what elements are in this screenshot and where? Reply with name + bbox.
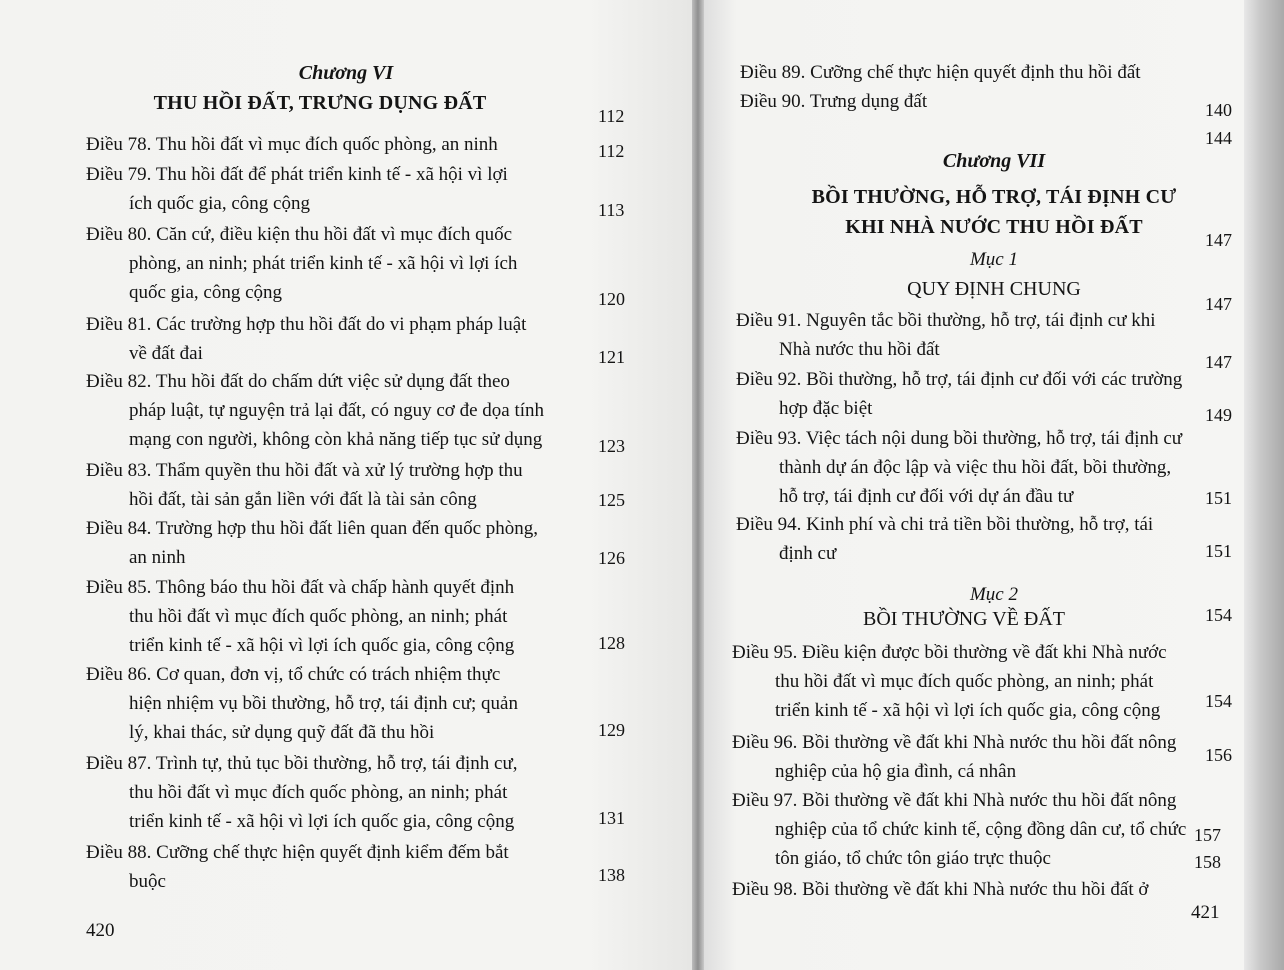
- toc-entry-93: Điều 93. Việc tách nội dung bồi thường, hỗ trợ, tái định cư thành dự án độc lập và việc thu hồi đất, bồi thường, hỗ trợ, tái định cư đối với dự án đầu tư: [736, 428, 1183, 507]
- toc-entry-97: Điều 97. Bồi thường về đất khi Nhà nước thu hồi đất nông nghiệp của tổ chức kinh tế, cộng đồng dân cư, tổ chức tôn giáo, tổ chức tôn giáo trực thuộc: [732, 790, 1187, 869]
- chapter-vii-title-line1: BỒI THƯỜNG, HỖ TRỢ, TÁI ĐỊNH CƯ: [811, 186, 1177, 208]
- toc-entry-82: Điều 82. Thu hồi đất do chấm dứt việc sử dụng đất theo pháp luật, tự nguyện trả lại đất, có nguy cơ đe dọa tính mạng con người, không còn khả năng tiếp tục sử dụng: [86, 371, 545, 450]
- toc-entry-83: Điều 83. Thẩm quyền thu hồi đất và xử lý trường hợp thu hồi đất, tài sản gắn liền với đất là tài sản công: [86, 460, 523, 510]
- chapter-vii-label: Chương VII: [942, 150, 1046, 172]
- section-1-page: 147: [1205, 294, 1232, 314]
- toc-entry-84: Điều 84. Trường hợp thu hồi đất liên quan đến quốc phòng, an ninh: [86, 518, 539, 568]
- toc-entry-80: Điều 80. Căn cứ, điều kiện thu hồi đất vì mục đích quốc phòng, an ninh; phát triển kinh tế - xã hội vì lợi ích quốc gia, công cộng: [86, 224, 518, 303]
- chapter-vi-title: THU HỒI ĐẤT, TRƯNG DỤNG ĐẤT: [153, 92, 487, 114]
- toc-page-95: 154: [1205, 691, 1232, 711]
- toc-entry-81: Điều 81. Các trường hợp thu hồi đất do vi phạm pháp luật về đất đai: [86, 314, 527, 364]
- toc-page-90: 144: [1205, 128, 1232, 148]
- toc-entry-87: Điều 87. Trình tự, thủ tục bồi thường, hỗ trợ, tái định cư, thu hồi đất vì mục đích quốc phòng, an ninh; phát triển kinh tế - xã hội vì lợi ích quốc gia, công cộng: [86, 753, 518, 832]
- right-page: [704, 0, 1244, 970]
- toc-page-85: 128: [598, 633, 625, 653]
- section-1-label: Mục 1: [969, 249, 1018, 270]
- toc-page-94: 151: [1205, 541, 1232, 561]
- section-2-title: BỒI THƯỜNG VỀ ĐẤT: [863, 608, 1065, 630]
- toc-page-96: 156: [1205, 745, 1232, 765]
- toc-entry-78: Điều 78. Thu hồi đất vì mục đích quốc phòng, an ninh: [86, 134, 498, 155]
- toc-entry-85: Điều 85. Thông báo thu hồi đất và chấp hành quyết định thu hồi đất vì mục đích quốc phòng, an ninh; phát triển kinh tế - xã hội vì lợi ích quốc gia, công cộng: [86, 577, 515, 656]
- toc-entry-88: Điều 88. Cưỡng chế thực hiện quyết định kiểm đếm bắt buộc: [86, 842, 509, 892]
- toc-page-86: 129: [598, 720, 625, 740]
- toc-page-88: 138: [598, 865, 625, 885]
- toc-entry-92: Điều 92. Bồi thường, hỗ trợ, tái định cư đối với các trường hợp đặc biệt: [736, 369, 1183, 419]
- chapter-vii-page: 147: [1205, 230, 1232, 250]
- right-page-number: 421: [1191, 902, 1220, 923]
- toc-entry-91: Điều 91. Nguyên tắc bồi thường, hỗ trợ, tái định cư khi Nhà nước thu hồi đất: [736, 310, 1156, 360]
- section-1-title: QUY ĐỊNH CHUNG: [907, 278, 1081, 300]
- toc-page-80: 120: [598, 289, 625, 309]
- section-2-label: Mục 2: [969, 584, 1018, 605]
- book-edge-shadow: [1244, 0, 1284, 970]
- toc-entry-79: Điều 79. Thu hồi đất để phát triển kinh tế - xã hội vì lợi ích quốc gia, công cộng: [86, 164, 508, 214]
- left-page-number: 420: [86, 920, 115, 941]
- toc-page-89: 140: [1205, 100, 1232, 120]
- toc-entry-98: Điều 98. Bồi thường về đất khi Nhà nước thu hồi đất ở: [732, 879, 1149, 900]
- toc-entry-94: Điều 94. Kinh phí và chi trả tiền bồi thường, hỗ trợ, tái định cư: [736, 514, 1154, 564]
- toc-page-81: 121: [598, 347, 625, 367]
- toc-page-84: 126: [598, 548, 625, 568]
- toc-entry-95: Điều 95. Điều kiện được bồi thường về đất khi Nhà nước thu hồi đất vì mục đích quốc phòng, an ninh; phát triển kinh tế - xã hội vì lợi ích quốc gia, công cộng: [732, 642, 1167, 721]
- book-gutter: [692, 0, 704, 970]
- toc-page-87: 131: [598, 808, 625, 828]
- chapter-vii-title-line2: KHI NHÀ NƯỚC THU HỒI ĐẤT: [845, 216, 1143, 238]
- toc-page-98: 158: [1194, 852, 1221, 872]
- toc-page-97: 157: [1194, 825, 1221, 845]
- section-2-page: 154: [1205, 605, 1232, 625]
- chapter-vi-page: 112: [598, 106, 625, 126]
- toc-entry-86: Điều 86. Cơ quan, đơn vị, tổ chức có trách nhiệm thực hiện nhiệm vụ bồi thường, hỗ trợ, tái định cư; quản lý, khai thác, sử dụng quỹ đất đã thu hồi: [86, 664, 518, 743]
- toc-page-82: 123: [598, 436, 625, 456]
- toc-entry-89: Điều 89. Cưỡng chế thực hiện quyết định thu hồi đất: [740, 62, 1141, 83]
- toc-page-93: 151: [1205, 488, 1232, 508]
- toc-entry-96: Điều 96. Bồi thường về đất khi Nhà nước thu hồi đất nông nghiệp của hộ gia đình, cá nhân: [732, 732, 1177, 782]
- toc-entry-90: Điều 90. Trưng dụng đất: [740, 91, 928, 112]
- toc-page-91: 147: [1205, 352, 1232, 372]
- chapter-vi-label: Chương VI: [298, 62, 394, 84]
- toc-page-78: 112: [598, 141, 625, 161]
- toc-page-83: 125: [598, 490, 625, 510]
- toc-page-79: 113: [598, 200, 625, 220]
- toc-page-92: 149: [1205, 405, 1232, 425]
